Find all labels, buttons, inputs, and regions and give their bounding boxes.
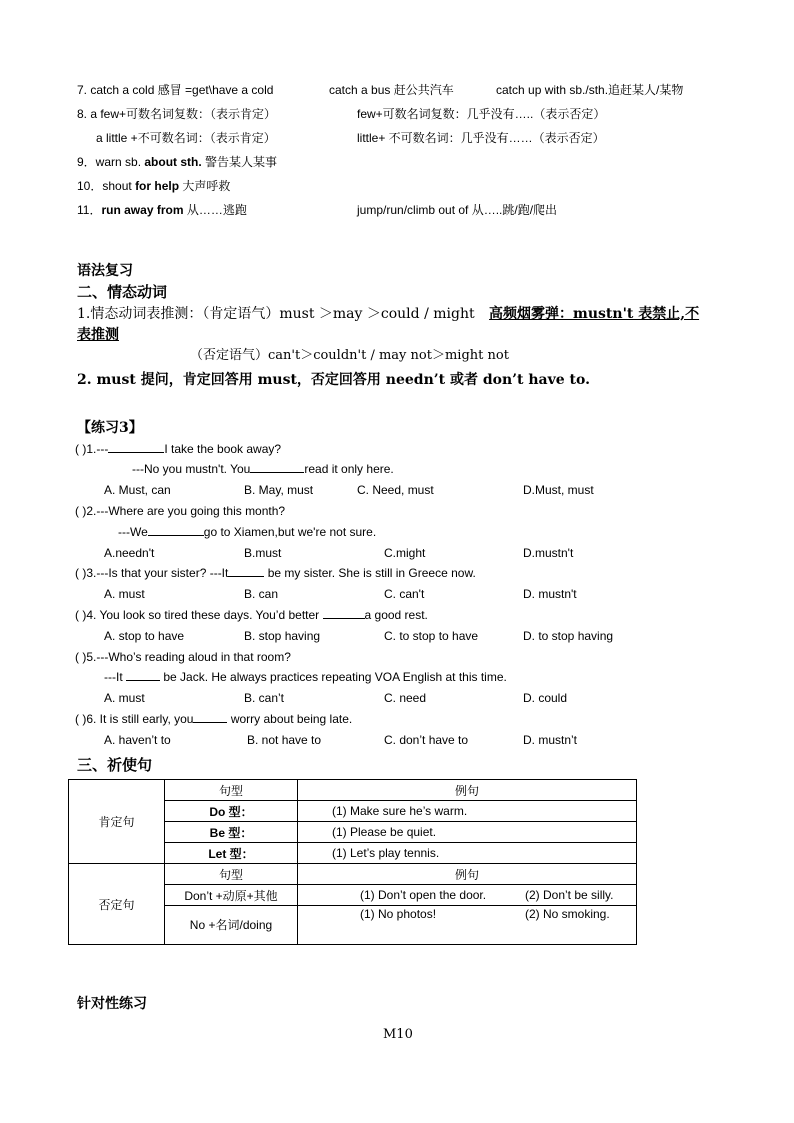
- question-6: [75, 711, 352, 727]
- pattern-cell: Do 型：: [165, 801, 298, 822]
- grammar-alert-cont: 表推测: [77, 327, 119, 343]
- grammar-rule-1: [77, 305, 699, 323]
- option-c[interactable]: C. need: [384, 691, 427, 705]
- vocab-line-8a: 8. a few+可数名词复数：（表示肯定）: [77, 107, 277, 121]
- grammar-alert: 高频烟雾弹：mustn't 表禁止,不: [489, 306, 700, 322]
- pattern-cell: No +名词/doing: [165, 906, 298, 945]
- grammar-rule-1-text: 1.情态动词表推测：（肯定语气）must ＞may ＞could / might: [77, 306, 475, 322]
- option-c[interactable]: C. Need, must: [357, 483, 434, 497]
- table-row: [69, 864, 637, 885]
- answer-blank[interactable]: [148, 524, 204, 536]
- question-text: 3.---Is that your sister? ---It: [86, 566, 229, 580]
- vocab-line-8d: little+ 不可数名词：几乎没有……（表示否定）: [357, 131, 605, 145]
- example-cell: [298, 885, 637, 906]
- example-cell: (1) Please be quiet.: [298, 822, 637, 843]
- example-cell: (1) Make sure he’s warm.: [298, 801, 637, 822]
- answer-blank[interactable]: [250, 461, 304, 473]
- vocab-line-7c: catch up with sb./sth.追赶某人/某物: [496, 83, 684, 97]
- example-2: (2) Don’t be silly.: [525, 888, 614, 902]
- question-text: 6. It is still early, you: [86, 712, 194, 726]
- question-text: a good rest.: [364, 608, 428, 622]
- page-label: M10: [383, 1027, 413, 1042]
- question-text: ---No you mustn't. You: [132, 462, 251, 476]
- table-header-pattern: 句型: [165, 780, 298, 801]
- question-text: 5.---Who’s reading aloud in that room?: [86, 650, 291, 664]
- answer-paren[interactable]: ( ): [75, 442, 87, 456]
- option-a[interactable]: A. stop to have: [104, 629, 185, 643]
- question-text: ---We: [118, 525, 148, 539]
- practice-section-title: 针对性练习: [77, 996, 147, 1012]
- option-d[interactable]: D.Must, must: [523, 483, 594, 497]
- example-1: (1) Don’t open the door.: [360, 888, 487, 902]
- vocab-line-9: [77, 154, 277, 170]
- vocab-line-7b: catch a bus 赶公共汽车: [329, 83, 454, 97]
- negative-label: 否定句: [69, 864, 165, 945]
- section-3-title: 三、祈使句: [77, 756, 153, 774]
- option-d[interactable]: D.mustn't: [523, 546, 574, 560]
- vocab-line-7a: 7. catch a cold 感冒 =get\have a cold: [77, 83, 274, 97]
- table-header-example: 例句: [298, 780, 637, 801]
- vocab-9-post: 警告某人某事: [205, 155, 278, 169]
- answer-paren[interactable]: ( ): [75, 650, 87, 664]
- question-text: 4. You look so tired these days. You’d better: [86, 608, 320, 622]
- pattern-cell: Let 型：: [165, 843, 298, 864]
- answer-paren[interactable]: ( ): [75, 504, 87, 518]
- option-a[interactable]: A.needn't: [104, 546, 155, 560]
- vocab-11-bold: run away from: [101, 203, 184, 217]
- answer-paren[interactable]: ( ): [75, 712, 87, 726]
- question-text: read it only here.: [304, 462, 394, 476]
- vocab-11-num: 11．: [77, 203, 102, 217]
- vocab-9-pre: 9．warn sb.: [77, 155, 142, 169]
- vocab-line-8b: few+可数名词复数：几乎没有…..（表示否定）: [357, 107, 606, 121]
- question-text: worry about being late.: [230, 712, 353, 726]
- imperative-table: [68, 779, 637, 945]
- option-d[interactable]: D. mustn't: [523, 587, 577, 601]
- answer-blank[interactable]: [193, 711, 227, 723]
- table-row: [69, 780, 637, 801]
- answer-blank[interactable]: [126, 669, 160, 681]
- vocab-line-10: [77, 178, 230, 194]
- table-header-example: 例句: [298, 864, 637, 885]
- answer-paren[interactable]: ( ): [75, 608, 87, 622]
- vocab-line-11: [77, 202, 247, 218]
- section-2-title: 二、情态动词: [77, 283, 168, 301]
- option-b[interactable]: B. stop having: [244, 629, 321, 643]
- option-c[interactable]: C.might: [384, 546, 426, 560]
- vocab-line-8c: a little +不可数名词：（表示肯定）: [96, 131, 276, 145]
- question-4: [75, 607, 428, 623]
- pattern-cell: Be 型：: [165, 822, 298, 843]
- positive-label: 肯定句: [69, 780, 165, 864]
- option-c[interactable]: C. don’t have to: [384, 733, 469, 747]
- table-header-pattern: 句型: [165, 864, 298, 885]
- option-a[interactable]: A. must: [104, 691, 145, 705]
- grammar-rule-1-neg: （否定语气）can't＞couldn't / may not＞might not: [190, 348, 509, 363]
- question-text: be my sister. She is still in Greece now.: [267, 566, 476, 580]
- option-b[interactable]: B. May, must: [244, 483, 314, 497]
- question-text: be Jack. He always practices repeating VOA English at this time.: [163, 670, 507, 684]
- option-d[interactable]: D. could: [523, 691, 568, 705]
- practice-title: 【练习3】: [77, 420, 143, 436]
- question-text: 2.---Where are you going this month?: [86, 504, 286, 518]
- answer-blank[interactable]: [323, 607, 365, 619]
- option-c[interactable]: C. can't: [384, 587, 425, 601]
- example-cell: [298, 906, 637, 945]
- option-b[interactable]: B. can’t: [244, 691, 285, 705]
- vocab-10-pre: 10．shout: [77, 179, 132, 193]
- question-1: [75, 441, 281, 457]
- question-5: [75, 649, 291, 665]
- option-b[interactable]: B. can: [244, 587, 279, 601]
- example-2: (2) No smoking.: [525, 907, 610, 921]
- option-b[interactable]: B. not have to: [247, 733, 322, 747]
- vocab-10-post: 大声呼救: [182, 179, 231, 193]
- grammar-title: 语法复习: [77, 263, 133, 279]
- question-5-reply: [104, 669, 507, 685]
- example-cell: (1) Let’s play tennis.: [298, 843, 637, 864]
- question-text: 1.---: [86, 442, 109, 456]
- question-3: [75, 565, 476, 581]
- vocab-11-post: 从……逃跑: [186, 203, 247, 217]
- example-1: (1) No photos!: [360, 907, 437, 921]
- option-c[interactable]: C. to stop to have: [384, 629, 479, 643]
- vocab-9-bold: about sth.: [144, 155, 202, 169]
- option-a[interactable]: A. Must, can: [104, 483, 171, 497]
- answer-blank[interactable]: [108, 441, 164, 453]
- question-2: [75, 503, 285, 519]
- question-1-reply: [132, 461, 394, 477]
- grammar-rule-2: 2. must 提问，肯定回答用 must，否定回答用 needn’t 或者 don’t have to.: [77, 372, 590, 388]
- option-a[interactable]: A. haven’t to: [104, 733, 171, 747]
- option-d[interactable]: D. mustn’t: [523, 733, 578, 747]
- pattern-cell: Don’t +动原+其他: [165, 885, 298, 906]
- question-text: I take the book away?: [164, 442, 282, 456]
- question-2-reply: [118, 524, 376, 540]
- vocab-10-bold: for help: [135, 179, 180, 193]
- answer-blank[interactable]: [228, 565, 264, 577]
- question-text: go to Xiamen,but we're not sure.: [203, 525, 377, 539]
- question-text: ---It: [104, 670, 123, 684]
- option-a[interactable]: A. must: [104, 587, 145, 601]
- vocab-line-11b: jump/run/climb out of 从…..跳/跑/爬出: [357, 203, 558, 217]
- option-d[interactable]: D. to stop having: [523, 629, 614, 643]
- answer-paren[interactable]: ( ): [75, 566, 87, 580]
- option-b[interactable]: B.must: [244, 546, 282, 560]
